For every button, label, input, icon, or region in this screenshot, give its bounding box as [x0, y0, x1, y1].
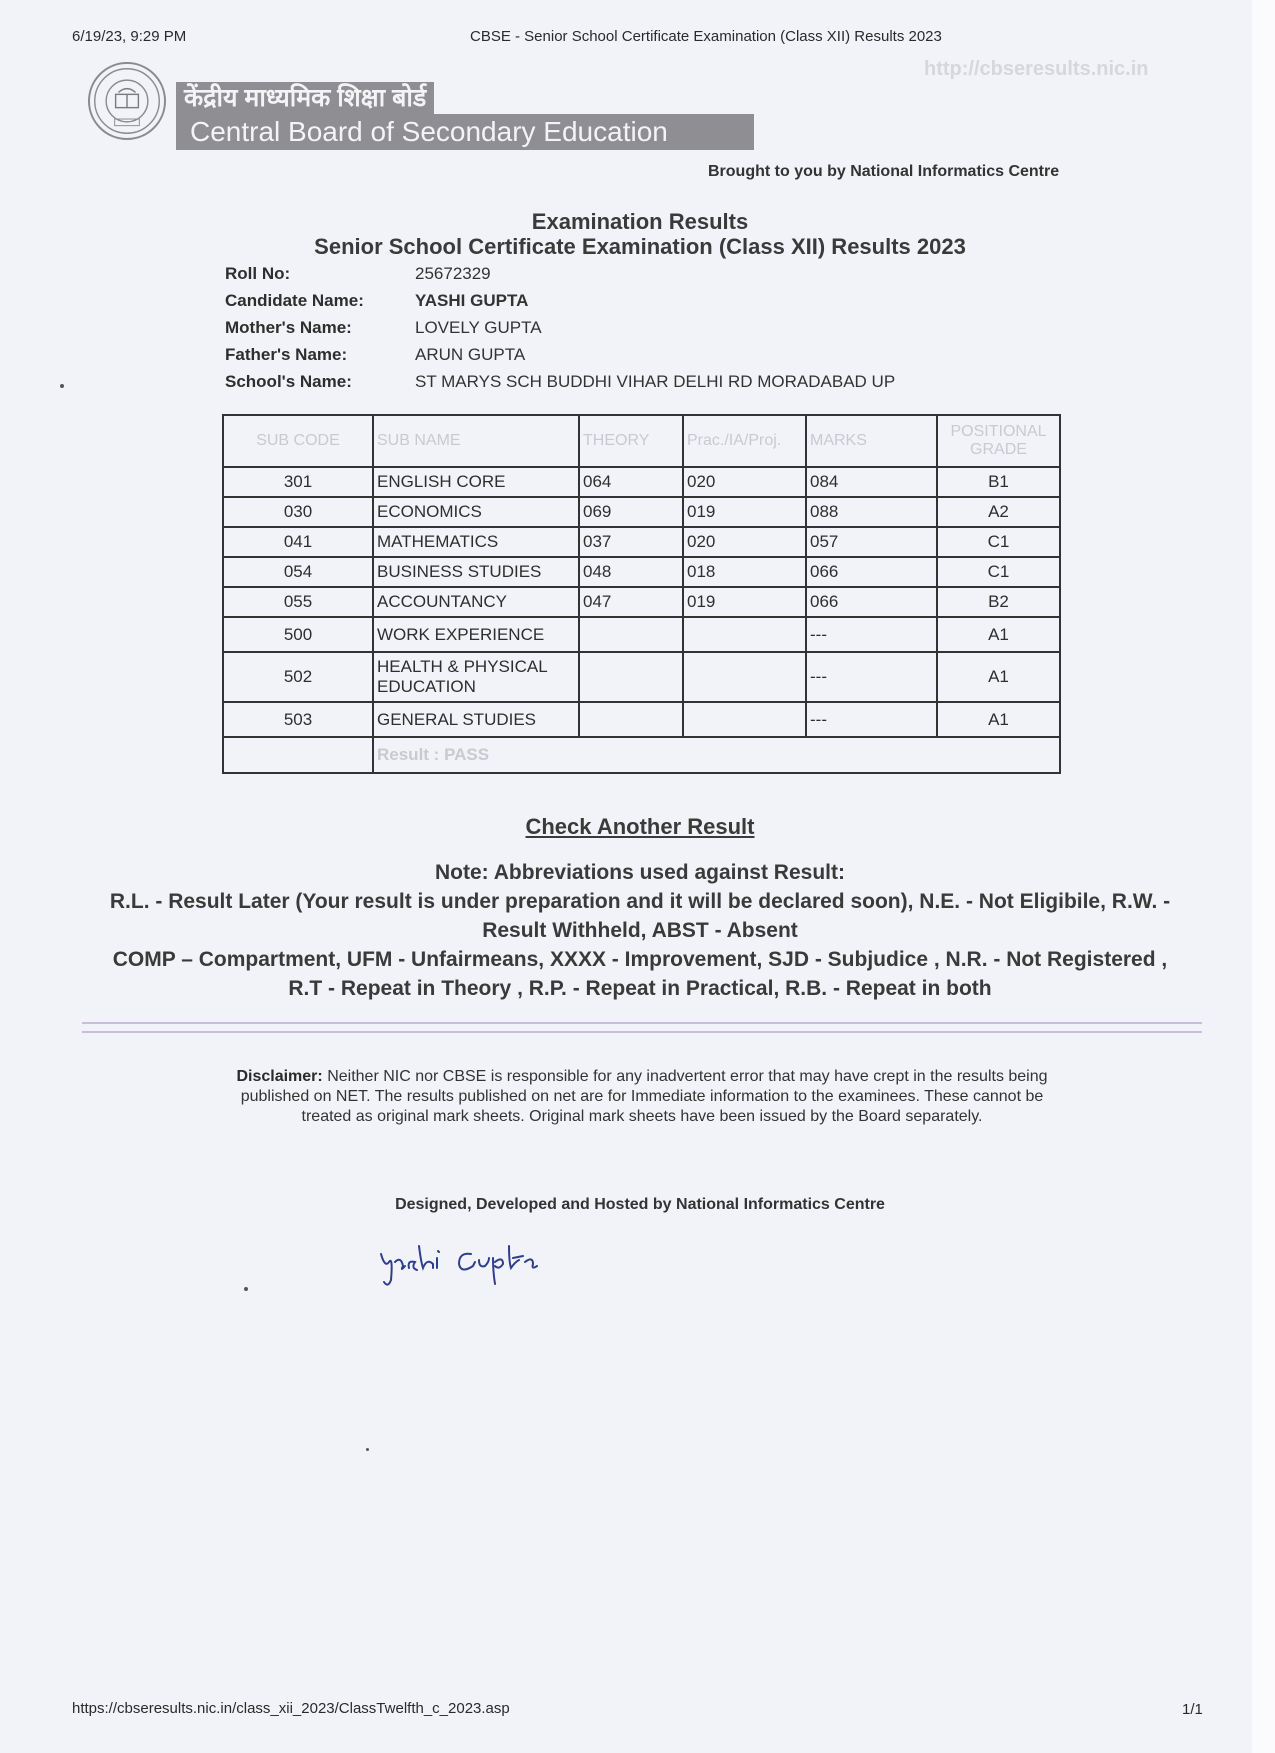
note-heading: Note: Abbreviations used against Result:: [435, 861, 845, 884]
father-name-label: Father's Name:: [225, 345, 348, 364]
scan-speck: [60, 384, 64, 388]
check-another-result-link[interactable]: Check Another Result: [525, 814, 755, 839]
results-subheading: Senior School Certificate Examination (Class XII) Results 2023: [314, 234, 966, 259]
practical-cell: 019: [683, 497, 806, 527]
divider: [82, 1022, 1202, 1024]
abbreviations-note: [95, 858, 1185, 1003]
candidate-name-value: YASHI GUPTA: [415, 291, 529, 310]
practical-cell: [683, 652, 806, 702]
sub-code-cell: 041: [223, 527, 373, 557]
marks-cell: 057: [806, 527, 937, 557]
table-row: [223, 557, 1060, 587]
sub-code-cell: 503: [223, 702, 373, 737]
marks-cell: ---: [806, 617, 937, 652]
theory-cell: 064: [579, 467, 683, 497]
disclaimer-text: Neither NIC nor CBSE is responsible for any inadvertent error that may have crept in the results being published on NET. The results published on net are for Immediate information to the examinees. These cannot be treated as original mark sheets. Original mark sheets have been issued by the Board separately.: [240, 1068, 1048, 1125]
page-edge: [1252, 0, 1275, 1753]
practical-cell: 020: [683, 467, 806, 497]
marks-table: [222, 414, 1061, 774]
roll-no-label: Roll No:: [225, 264, 291, 283]
candidate-info: [225, 263, 895, 398]
theory-cell: 048: [579, 557, 683, 587]
results-heading: Examination Results: [531, 209, 749, 234]
table-row: [223, 652, 1060, 702]
grade-cell: B1: [937, 467, 1060, 497]
sub-name-cell: ENGLISH CORE: [373, 467, 579, 497]
mother-name-row: [225, 317, 895, 344]
practical-cell: 020: [683, 527, 806, 557]
sub-name-cell: GENERAL STUDIES: [373, 702, 579, 737]
header-sub-name: SUB NAME: [373, 415, 579, 467]
divider: [82, 1031, 1202, 1033]
table-row: [223, 587, 1060, 617]
marks-cell: 066: [806, 557, 937, 587]
result-empty-cell: [223, 737, 373, 773]
designed-by-text: Designed, Developed and Hosted by National Informatics Centre: [395, 1196, 885, 1213]
father-name-value: ARUN GUPTA: [415, 345, 526, 364]
scan-speck: [366, 1448, 369, 1451]
theory-cell: 069: [579, 497, 683, 527]
school-name-value: ST MARYS SCH BUDDHI VIHAR DELHI RD MORADABAD UP: [415, 372, 896, 391]
practical-cell: [683, 617, 806, 652]
marks-cell: ---: [806, 702, 937, 737]
mother-name-label: Mother's Name:: [225, 318, 352, 337]
theory-cell: 037: [579, 527, 683, 557]
cbse-logo-icon: [88, 62, 166, 140]
roll-no-row: [225, 263, 895, 290]
marks-cell: 088: [806, 497, 937, 527]
sub-code-cell: 055: [223, 587, 373, 617]
header-marks: MARKS: [806, 415, 937, 467]
grade-cell: C1: [937, 557, 1060, 587]
sub-name-cell: MATHEMATICS: [373, 527, 579, 557]
header-practical: Prac./IA/Proj.: [683, 415, 806, 467]
header-positional-grade: POSITIONAL GRADE: [937, 415, 1060, 467]
scan-speck: [244, 1287, 248, 1291]
roll-no-value: 25672329: [415, 264, 491, 283]
disclaimer-label: Disclaimer:: [236, 1068, 323, 1085]
result-cell: [373, 737, 1060, 773]
school-name-row: [225, 371, 895, 398]
print-page-number: 1/1: [1182, 1701, 1203, 1718]
sub-code-cell: 054: [223, 557, 373, 587]
handwritten-signature: [375, 1232, 565, 1292]
grade-cell: A1: [937, 652, 1060, 702]
sub-name-cell: HEALTH & PHYSICAL EDUCATION: [373, 652, 579, 702]
table-header-row: [223, 415, 1060, 467]
note-line-2: COMP – Compartment, UFM - Unfairmeans, XXXX - Improvement, SJD - Subjudice , N.R. - Not Registered , R.T - Repeat in Theory , R.P. - Repeat in Practical, R.B. - Repeat in both: [112, 948, 1168, 1000]
candidate-name-row: [225, 290, 895, 317]
result-row: [223, 737, 1060, 773]
school-name-label: School's Name:: [225, 372, 352, 391]
practical-cell: [683, 702, 806, 737]
grade-cell: C1: [937, 527, 1060, 557]
print-footer-url: https://cbseresults.nic.in/class_xii_2023/ClassTwelfth_c_2023.asp: [72, 1700, 510, 1717]
table-row: [223, 702, 1060, 737]
marks-cell: 084: [806, 467, 937, 497]
board-name-hindi: केंद्रीय माध्यमिक शिक्षा बोर्ड: [176, 82, 434, 114]
marks-cell: 066: [806, 587, 937, 617]
table-row: [223, 527, 1060, 557]
grade-cell: A1: [937, 617, 1060, 652]
sub-code-cell: 301: [223, 467, 373, 497]
theory-cell: [579, 617, 683, 652]
marks-cell: ---: [806, 652, 937, 702]
print-datetime: 6/19/23, 9:29 PM: [72, 28, 187, 45]
table-row: [223, 617, 1060, 652]
header-sub-code: SUB CODE: [223, 415, 373, 467]
theory-cell: [579, 702, 683, 737]
board-banner: [176, 82, 754, 150]
theory-cell: [579, 652, 683, 702]
mother-name-value: LOVELY GUPTA: [415, 318, 542, 337]
father-name-row: [225, 344, 895, 371]
sub-name-cell: BUSINESS STUDIES: [373, 557, 579, 587]
grade-cell: B2: [937, 587, 1060, 617]
result-label: Result :: [377, 745, 440, 764]
practical-cell: 018: [683, 557, 806, 587]
disclaimer: [222, 1067, 1062, 1127]
sub-name-cell: ACCOUNTANCY: [373, 587, 579, 617]
result-value: PASS: [444, 745, 490, 764]
board-name-english: Central Board of Secondary Education: [176, 114, 754, 150]
candidate-name-label: Candidate Name:: [225, 291, 364, 310]
theory-cell: 047: [579, 587, 683, 617]
grade-cell: A2: [937, 497, 1060, 527]
table-row: [223, 467, 1060, 497]
table-row: [223, 497, 1060, 527]
site-url-watermark: http://cbseresults.nic.in: [924, 58, 1149, 80]
note-line-1: R.L. - Result Later (Your result is under preparation and it will be declared soon), N.E. - Not Eligibile, R.W. - Result Withheld, ABST - Absent: [109, 890, 1171, 942]
sub-name-cell: WORK EXPERIENCE: [373, 617, 579, 652]
print-page-title: CBSE - Senior School Certificate Examination (Class XII) Results 2023: [470, 28, 942, 45]
header-theory: THEORY: [579, 415, 683, 467]
sub-code-cell: 030: [223, 497, 373, 527]
practical-cell: 019: [683, 587, 806, 617]
grade-cell: A1: [937, 702, 1060, 737]
sub-name-cell: ECONOMICS: [373, 497, 579, 527]
sub-code-cell: 502: [223, 652, 373, 702]
sub-code-cell: 500: [223, 617, 373, 652]
brought-by-text: Brought to you by National Informatics Centre: [708, 163, 1060, 180]
